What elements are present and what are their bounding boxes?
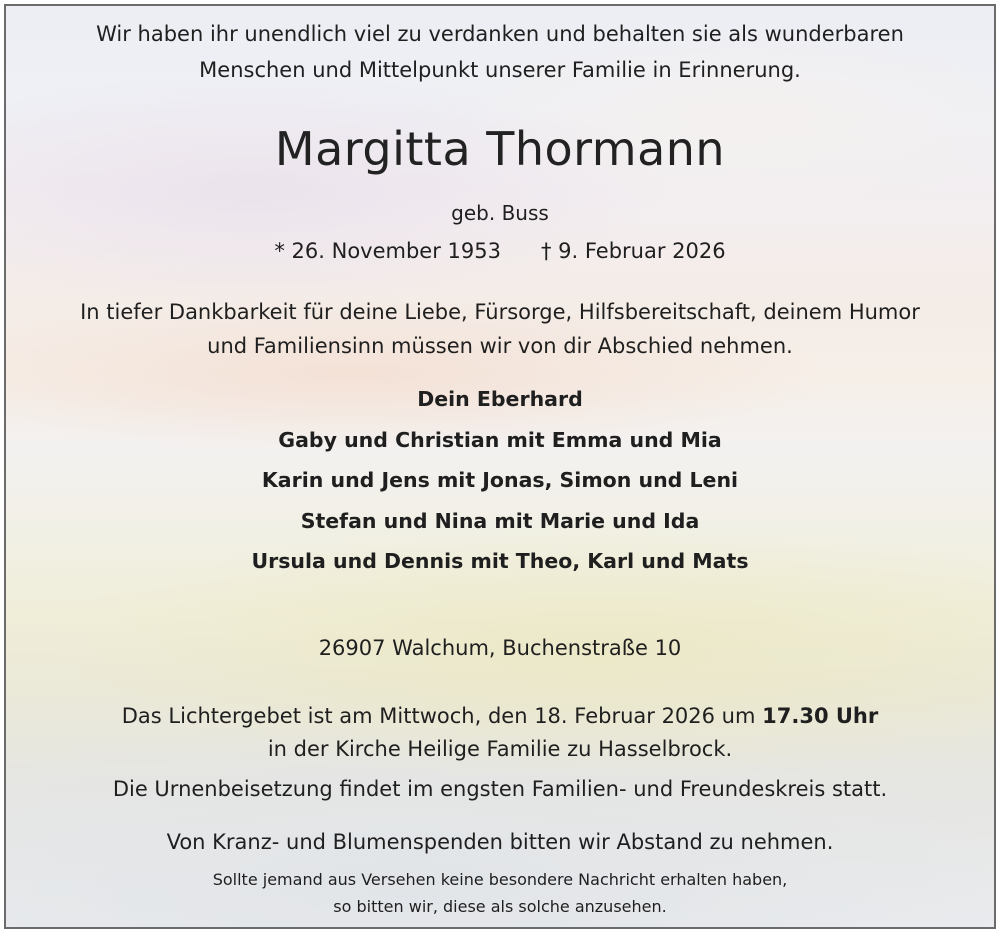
death-date: † 9. Februar 2026 [540,239,726,263]
mourner-name: Stefan und Nina mit Marie und Ida [300,509,700,533]
mourner-name: Ursula und Dennis mit Theo, Karl und Mats [251,549,749,573]
notice-content [6,6,994,927]
intro-line-2: Menschen und Mittelpunkt unserer Familie in Erinnerung. [199,58,801,82]
mourner-name: Gaby und Christian mit Emma und Mia [278,428,722,452]
tribute-line-2: und Familiensinn müssen wir von dir Abschied nehmen. [207,334,793,358]
mourner-name: Dein Eberhard [417,387,583,411]
birth-name: geb. Buss [451,201,549,225]
birth-date: * 26. November 1953 [274,239,501,263]
service-time: 17.30 Uhr [762,704,879,728]
service-line-2: in der Kirche Heilige Familie zu Hasselbrock. [267,737,733,761]
obituary-notice [4,4,996,929]
life-dates [6,239,994,263]
flowers-note: Von Kranz- und Blumenspenden bitten wir Abstand zu nehmen. [166,830,834,854]
intro-line-1: Wir haben ihr unendlich viel zu verdanken und behalten sie als wunderbaren [96,22,904,46]
service-line-1 [6,704,994,728]
tribute-line-1: In tiefer Dankbarkeit für deine Liebe, Fürsorge, Hilfsbereitschaft, deinem Humor [80,300,920,324]
service-date-text: Das Lichtergebet ist am Mittwoch, den 18. Februar 2026 um [121,704,763,728]
mourner-name: Karin und Jens mit Jonas, Simon und Leni [261,468,739,492]
address: 26907 Walchum, Buchenstraße 10 [318,636,682,660]
footer-line-2: so bitten wir, diese als solche anzusehen. [333,897,667,916]
deceased-name: Margitta Thormann [274,122,726,176]
footer-line-1: Sollte jemand aus Versehen keine besondere Nachricht erhalten haben, [212,870,788,889]
burial-note: Die Urnenbeisetzung findet im engsten Familien- und Freundeskreis statt. [112,777,888,801]
